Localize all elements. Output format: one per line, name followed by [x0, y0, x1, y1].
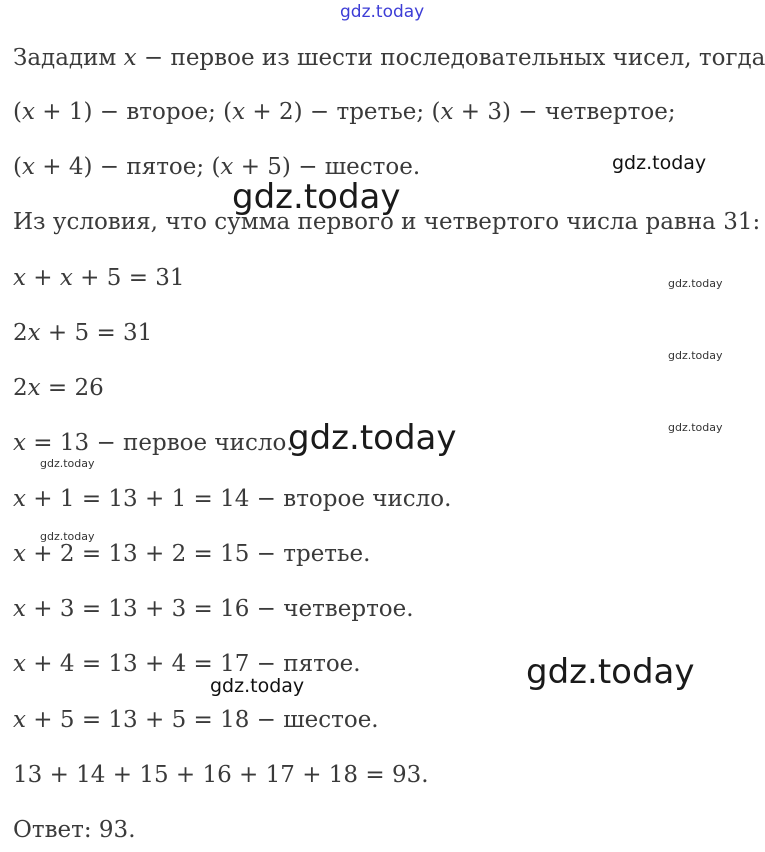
- text-segment: (: [13, 99, 22, 125]
- variable-x: x: [220, 154, 234, 180]
- first-number-line: [13, 432, 294, 455]
- text-segment: + 3 = 13 + 3 = 16 − четвертое.: [25, 596, 414, 622]
- text-segment: + 5 = 31: [40, 320, 153, 346]
- watermark-small-5: gdz.today: [40, 530, 95, 543]
- text-segment: + 1 = 13 + 1 = 14 − второе число.: [25, 486, 452, 512]
- variable-x: x: [123, 45, 137, 71]
- text-segment: 2: [13, 375, 28, 401]
- answer-line: [13, 819, 136, 842]
- equation-line-1: [13, 267, 185, 290]
- watermark-right-1: gdz.today: [612, 152, 707, 174]
- text-segment: + 5 = 13 + 5 = 18 − шестое.: [25, 707, 379, 733]
- watermark-small-1: gdz.today: [668, 277, 723, 290]
- text-segment: + 2) − третье; (: [245, 99, 441, 125]
- text-segment: Ответ: 93.: [13, 817, 136, 843]
- watermark-small-2: gdz.today: [668, 349, 723, 362]
- variable-x: x: [27, 320, 41, 346]
- text-segment: Зададим: [13, 45, 124, 71]
- text-segment: − первое из шести последовательных чисел, тогда: [136, 45, 765, 71]
- second-number-line: [13, 488, 451, 511]
- text-segment: + 5) − шестое.: [233, 154, 421, 180]
- variable-x: x: [13, 430, 26, 456]
- sixth-number-line: [13, 709, 379, 732]
- text-segment: + 2 = 13 + 2 = 15 − третье.: [25, 541, 371, 567]
- third-number-line: [13, 543, 370, 566]
- watermark-small-3: gdz.today: [668, 421, 723, 434]
- text-line-fifth-sixth: [13, 156, 420, 179]
- variable-x: x: [13, 651, 26, 677]
- text-segment: 13 + 14 + 15 + 16 + 17 + 18 = 93.: [13, 762, 429, 788]
- text-line-intro: [13, 47, 765, 70]
- variable-x: x: [440, 99, 454, 125]
- variable-x: x: [13, 486, 26, 512]
- text-segment: = 13 − первое число.: [25, 430, 294, 456]
- text-segment: 2: [13, 320, 28, 346]
- watermark-small-4: gdz.today: [40, 457, 95, 470]
- text-segment: + 4 = 13 + 4 = 17 − пятое.: [25, 651, 361, 677]
- text-segment: + 3) − четвертое;: [453, 99, 676, 125]
- equation-line-2: [13, 322, 152, 345]
- watermark-top: gdz.today: [340, 2, 425, 22]
- variable-x: x: [13, 265, 26, 291]
- watermark-mid-2: gdz.today: [210, 675, 305, 697]
- variable-x: x: [21, 99, 35, 125]
- text-segment: Из условия, что сумма первого и четвертого числа равна 31:: [13, 209, 761, 235]
- text-segment: +: [25, 265, 60, 291]
- sum-line: [13, 764, 429, 787]
- variable-x: x: [232, 99, 246, 125]
- variable-x: x: [13, 541, 26, 567]
- variable-x: x: [21, 154, 35, 180]
- text-segment: + 4) − пятое; (: [34, 154, 221, 180]
- text-segment: = 26: [40, 375, 104, 401]
- variable-x: x: [13, 596, 26, 622]
- text-segment: + 1) − второе; (: [34, 99, 233, 125]
- watermark-big-1: gdz.today: [232, 177, 401, 217]
- text-line-second-to-fourth: [13, 101, 676, 124]
- fourth-number-line: [13, 598, 414, 621]
- fifth-number-line: [13, 653, 361, 676]
- variable-x: x: [13, 707, 26, 733]
- watermark-big-3: gdz.today: [526, 652, 695, 692]
- text-segment: (: [13, 154, 22, 180]
- equation-line-3: [13, 377, 104, 400]
- variable-x: x: [27, 375, 41, 401]
- variable-x: x: [59, 265, 73, 291]
- watermark-big-2: gdz.today: [288, 418, 457, 458]
- text-segment: + 5 = 31: [72, 265, 185, 291]
